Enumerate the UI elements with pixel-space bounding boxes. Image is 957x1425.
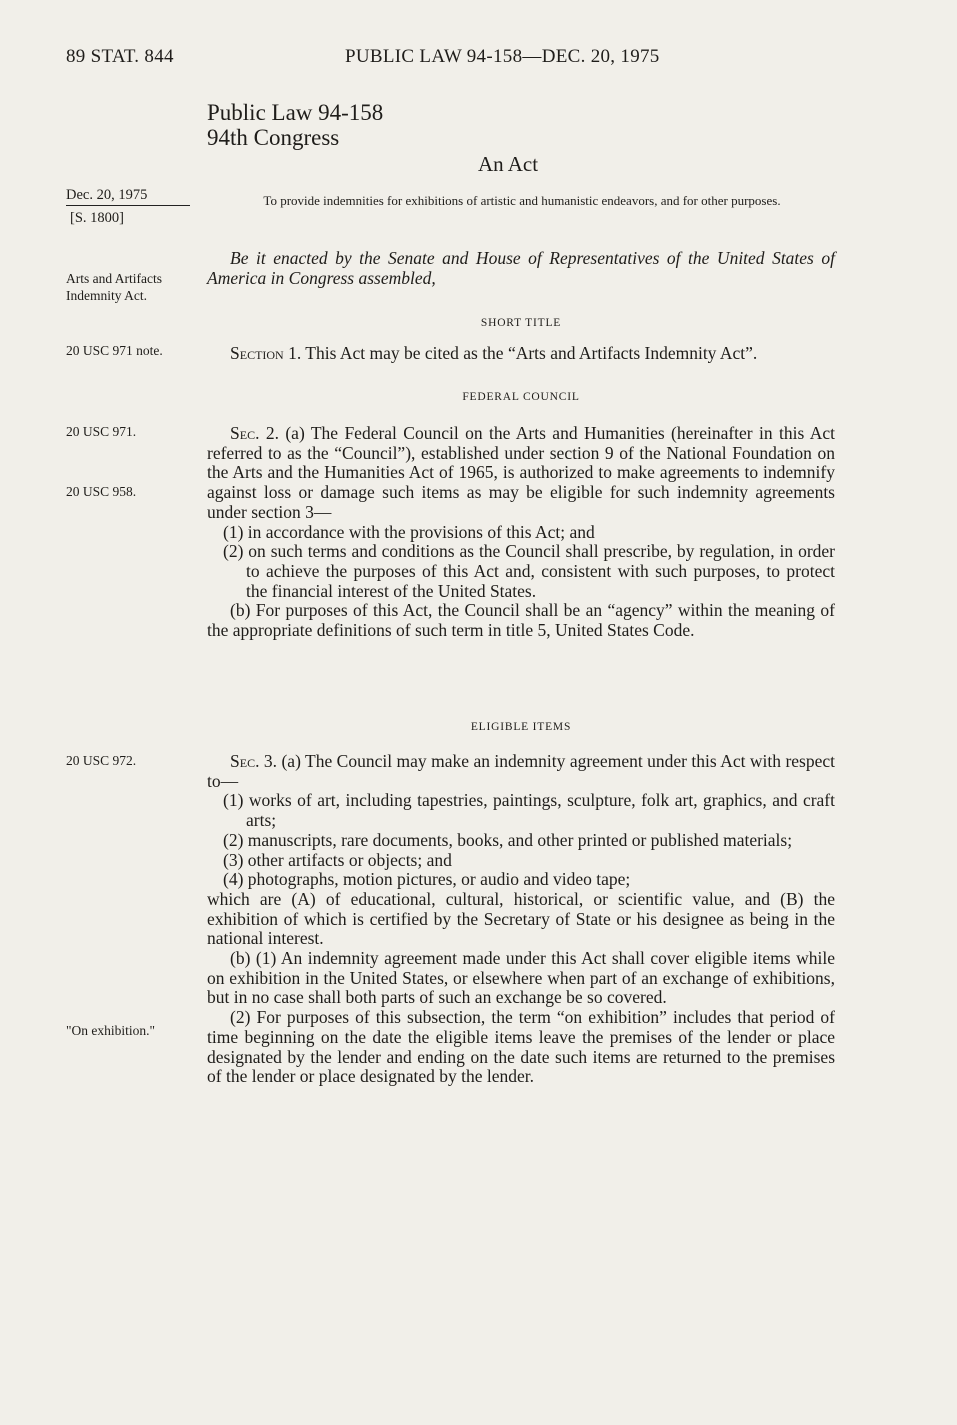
congress-number: 94th Congress	[207, 125, 340, 150]
public-law-number: Public Law 94-158	[207, 100, 384, 125]
section-3-a-1: (1) works of art, including tapestries, paintings, sculpture, folk art, graphics, and craft arts;	[223, 790, 835, 831]
margin-usc-citation: 20 USC 971 note.	[66, 343, 163, 358]
enacting-clause	[207, 249, 835, 288]
section-2-subsection-a	[207, 424, 835, 523]
section-heading-federal-council: FEDERAL COUNCIL	[462, 391, 580, 403]
margin-usc-citation: 20 USC 958.	[66, 484, 137, 499]
section-1	[207, 344, 835, 364]
running-head: PUBLIC LAW 94-158—DEC. 20, 1975	[345, 46, 660, 67]
section-3-b-2: (2) For purposes of this subsection, the term “on exhibition” includes that period of time beginning on the date the eligible items leave the premises of the lender or place designated by the lender and ending on the date such items are returned to the premises of the lender or place designated by the lender.	[207, 1007, 835, 1087]
margin-short-title: Arts and Artifacts Indemnity Act.	[66, 271, 162, 303]
section-2-a-2: (2) on such terms and conditions as the Council shall prescribe, by regulation, in order to achieve the purposes of this Act and, consistent with such purposes, to protect the financial interest of the United States.	[223, 541, 835, 601]
section-3-a-3: (3) other artifacts or objects; and	[223, 849, 452, 870]
bleed-through-texture	[590, 95, 860, 115]
act-purpose: To provide indemnities for exhibitions of artistic and humanistic endeavors, and for other purposes.	[263, 193, 781, 208]
section-3	[207, 752, 835, 1087]
section-label: Section	[230, 343, 284, 363]
act-heading: An Act	[478, 152, 539, 176]
section-1-paragraph	[207, 344, 835, 364]
section-1-text: 1. This Act may be cited as the “Arts and Artifacts Indemnity Act”.	[288, 343, 758, 363]
margin-usc-citation: 20 USC 971.	[66, 424, 137, 439]
section-3-subsection-a	[207, 752, 835, 791]
section-3-a-text: 3. (a) The Council may make an indemnity agreement under this Act with respect to—	[207, 751, 836, 791]
section-label: Sec.	[230, 423, 260, 443]
section-3-a-2: (2) manuscripts, rare documents, books, and other printed or published materials;	[223, 829, 793, 850]
margin-definition-note: "On exhibition."	[66, 1023, 156, 1038]
section-3-a-4: (4) photographs, motion pictures, or audio and video tape;	[223, 869, 631, 890]
section-2-a-text: 2. (a) The Federal Council on the Arts and Humanities (hereinafter in this Act referred to as the “Council”), established under section 9 of the National Foundation on the Arts and the Humanities Act of 1965, is authorized to make agreements to indemnify against loss or damage such items as may be eligible for such indemnity agreements under section 3—	[207, 423, 835, 522]
enacting-clause-text: Be it enacted by the Senate and House of Representatives of the United States of America in Congress assembled,	[207, 248, 835, 288]
section-3-a-tail: which are (A) of educational, cultural, historical, or scientific value, and (B) the exhibition of which is certified by the Secretary of State or his designee as being in the national interest.	[207, 888, 835, 949]
margin-usc-citation: 20 USC 972.	[66, 753, 137, 768]
section-3-b-1: (b) (1) An indemnity agreement made under this Act shall cover eligible items while on exhibition in the United States, or elsewhere when part of an exchange of exhibitions, but in no case shall both parts of such an exchange be so covered.	[207, 948, 835, 1008]
margin-date: Dec. 20, 1975	[66, 187, 190, 206]
section-heading-short-title: SHORT TITLE	[480, 317, 562, 329]
margin-bill-number: [S. 1800]	[70, 210, 124, 226]
section-label: Sec.	[230, 751, 260, 771]
section-2	[207, 424, 835, 641]
page-stat-reference: 89 STAT. 844	[66, 46, 174, 67]
section-2-a-1: (1) in accordance with the provisions of this Act; and	[223, 521, 595, 542]
section-heading-eligible-items: ELIGIBLE ITEMS	[470, 721, 572, 733]
section-2-subsection-b: (b) For purposes of this Act, the Council shall be an “agency” within the meaning of the appropriate definitions of such term in title 5, United States Code.	[207, 600, 835, 641]
